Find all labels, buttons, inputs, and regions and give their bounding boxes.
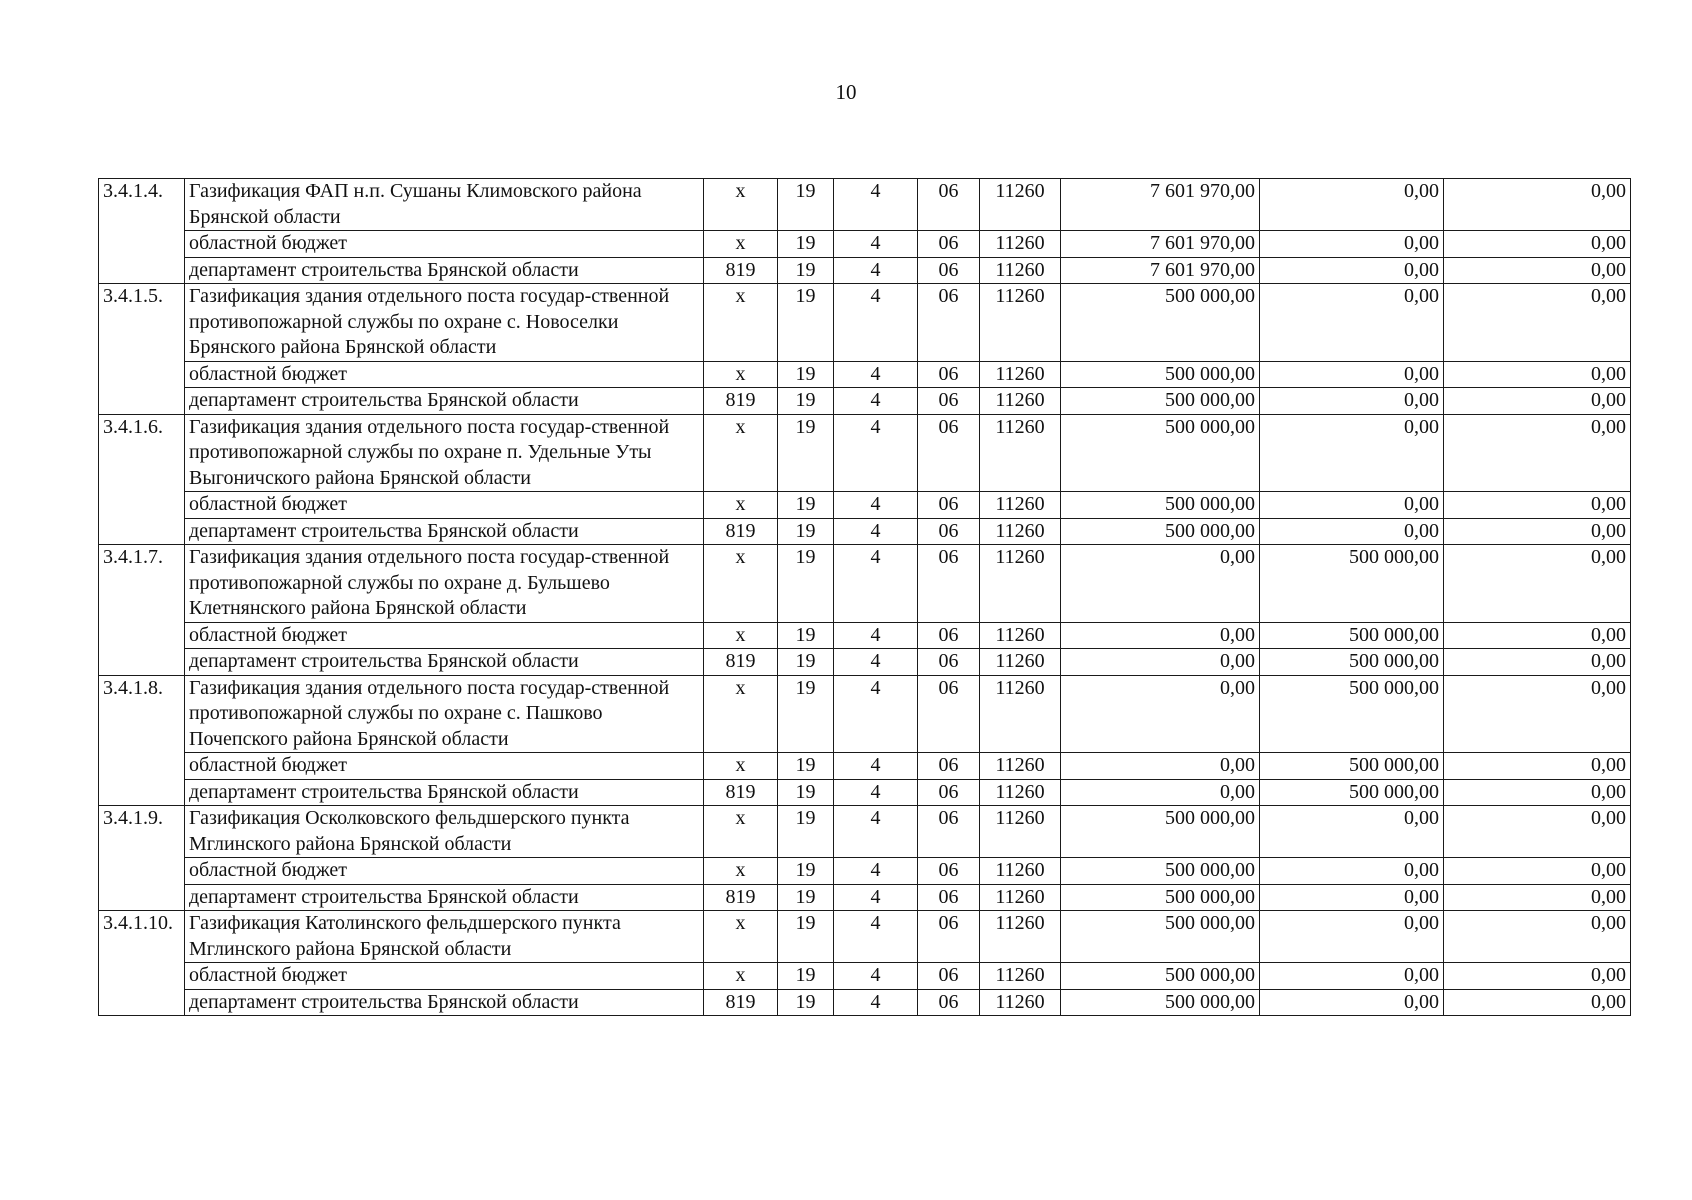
gp-code: 19 bbox=[778, 388, 834, 415]
amount-year-1: 500 000,00 bbox=[1061, 492, 1260, 519]
table-row bbox=[99, 675, 1631, 753]
amount-year-3: 0,00 bbox=[1444, 753, 1631, 780]
amount-year-1: 500 000,00 bbox=[1061, 284, 1260, 362]
amount-year-1: 500 000,00 bbox=[1061, 858, 1260, 885]
pgp-code: 4 bbox=[834, 545, 918, 623]
item-name: Газификация здания отдельного поста государ-ственной противопожарной службы по охране с. Новоселки Брянского района Брянской области bbox=[185, 284, 704, 362]
pgp-code: 4 bbox=[834, 779, 918, 806]
amount-year-3: 0,00 bbox=[1444, 545, 1631, 623]
direction-code: 11260 bbox=[980, 361, 1061, 388]
amount-year-2: 500 000,00 bbox=[1260, 649, 1444, 676]
om-code: 06 bbox=[918, 806, 980, 858]
gp-code: 19 bbox=[778, 884, 834, 911]
grbs-code: 819 bbox=[704, 388, 778, 415]
amount-year-2: 0,00 bbox=[1260, 361, 1444, 388]
table-body bbox=[99, 179, 1631, 1016]
direction-code: 11260 bbox=[980, 518, 1061, 545]
amount-year-2: 0,00 bbox=[1260, 257, 1444, 284]
table-row bbox=[99, 911, 1631, 963]
gp-code: 19 bbox=[778, 231, 834, 258]
table-row bbox=[99, 388, 1631, 415]
gp-code: 19 bbox=[778, 518, 834, 545]
pgp-code: 4 bbox=[834, 675, 918, 753]
amount-year-1: 7 601 970,00 bbox=[1061, 231, 1260, 258]
table-row bbox=[99, 989, 1631, 1016]
item-name: областной бюджет bbox=[185, 492, 704, 519]
direction-code: 11260 bbox=[980, 963, 1061, 990]
amount-year-1: 500 000,00 bbox=[1061, 963, 1260, 990]
amount-year-3: 0,00 bbox=[1444, 675, 1631, 753]
amount-year-3: 0,00 bbox=[1444, 179, 1631, 231]
grbs-code: х bbox=[704, 284, 778, 362]
item-name: Газификация здания отдельного поста государ-ственной противопожарной службы по охране с. Пашково Почепского района Брянской области bbox=[185, 675, 704, 753]
om-code: 06 bbox=[918, 675, 980, 753]
amount-year-1: 500 000,00 bbox=[1061, 388, 1260, 415]
amount-year-2: 0,00 bbox=[1260, 492, 1444, 519]
gp-code: 19 bbox=[778, 989, 834, 1016]
amount-year-3: 0,00 bbox=[1444, 963, 1631, 990]
pgp-code: 4 bbox=[834, 649, 918, 676]
om-code: 06 bbox=[918, 911, 980, 963]
amount-year-2: 0,00 bbox=[1260, 284, 1444, 362]
item-name: Газификация ФАП н.п. Сушаны Климовского района Брянской области bbox=[185, 179, 704, 231]
table-row bbox=[99, 257, 1631, 284]
item-name: Газификация здания отдельного поста государ-ственной противопожарной службы по охране п. Удельные Уты Выгоничского района Брянской области bbox=[185, 414, 704, 492]
gp-code: 19 bbox=[778, 492, 834, 519]
direction-code: 11260 bbox=[980, 545, 1061, 623]
om-code: 06 bbox=[918, 545, 980, 623]
amount-year-1: 0,00 bbox=[1061, 753, 1260, 780]
gp-code: 19 bbox=[778, 649, 834, 676]
gp-code: 19 bbox=[778, 545, 834, 623]
grbs-code: 819 bbox=[704, 779, 778, 806]
grbs-code: х bbox=[704, 492, 778, 519]
gp-code: 19 bbox=[778, 257, 834, 284]
amount-year-1: 500 000,00 bbox=[1061, 911, 1260, 963]
pgp-code: 4 bbox=[834, 257, 918, 284]
pgp-code: 4 bbox=[834, 492, 918, 519]
amount-year-3: 0,00 bbox=[1444, 622, 1631, 649]
pgp-code: 4 bbox=[834, 989, 918, 1016]
om-code: 06 bbox=[918, 779, 980, 806]
amount-year-3: 0,00 bbox=[1444, 361, 1631, 388]
table-row bbox=[99, 963, 1631, 990]
item-name: департамент строительства Брянской области bbox=[185, 518, 704, 545]
direction-code: 11260 bbox=[980, 492, 1061, 519]
amount-year-3: 0,00 bbox=[1444, 649, 1631, 676]
amount-year-2: 500 000,00 bbox=[1260, 675, 1444, 753]
direction-code: 11260 bbox=[980, 388, 1061, 415]
gp-code: 19 bbox=[778, 284, 834, 362]
amount-year-2: 500 000,00 bbox=[1260, 753, 1444, 780]
item-name: областной бюджет bbox=[185, 858, 704, 885]
pgp-code: 4 bbox=[834, 884, 918, 911]
item-number: 3.4.1.9. bbox=[99, 806, 185, 911]
budget-table bbox=[98, 178, 1631, 1016]
item-name: областной бюджет bbox=[185, 231, 704, 258]
gp-code: 19 bbox=[778, 179, 834, 231]
amount-year-3: 0,00 bbox=[1444, 911, 1631, 963]
amount-year-1: 500 000,00 bbox=[1061, 361, 1260, 388]
direction-code: 11260 bbox=[980, 858, 1061, 885]
amount-year-3: 0,00 bbox=[1444, 414, 1631, 492]
direction-code: 11260 bbox=[980, 989, 1061, 1016]
pgp-code: 4 bbox=[834, 231, 918, 258]
amount-year-2: 500 000,00 bbox=[1260, 779, 1444, 806]
amount-year-2: 0,00 bbox=[1260, 989, 1444, 1016]
table-row bbox=[99, 806, 1631, 858]
amount-year-2: 0,00 bbox=[1260, 806, 1444, 858]
grbs-code: х bbox=[704, 622, 778, 649]
pgp-code: 4 bbox=[834, 806, 918, 858]
table-row bbox=[99, 545, 1631, 623]
grbs-code: 819 bbox=[704, 257, 778, 284]
amount-year-2: 0,00 bbox=[1260, 963, 1444, 990]
grbs-code: 819 bbox=[704, 649, 778, 676]
direction-code: 11260 bbox=[980, 779, 1061, 806]
item-number: 3.4.1.5. bbox=[99, 284, 185, 415]
table-row bbox=[99, 231, 1631, 258]
item-name: Газификация Католинского фельдшерского пункта Мглинского района Брянской области bbox=[185, 911, 704, 963]
amount-year-1: 0,00 bbox=[1061, 545, 1260, 623]
amount-year-1: 500 000,00 bbox=[1061, 989, 1260, 1016]
amount-year-2: 0,00 bbox=[1260, 231, 1444, 258]
amount-year-1: 0,00 bbox=[1061, 675, 1260, 753]
om-code: 06 bbox=[918, 361, 980, 388]
amount-year-3: 0,00 bbox=[1444, 518, 1631, 545]
gp-code: 19 bbox=[778, 779, 834, 806]
amount-year-3: 0,00 bbox=[1444, 231, 1631, 258]
item-number: 3.4.1.7. bbox=[99, 545, 185, 676]
amount-year-1: 500 000,00 bbox=[1061, 414, 1260, 492]
grbs-code: х bbox=[704, 414, 778, 492]
amount-year-3: 0,00 bbox=[1444, 989, 1631, 1016]
gp-code: 19 bbox=[778, 753, 834, 780]
pgp-code: 4 bbox=[834, 414, 918, 492]
om-code: 06 bbox=[918, 388, 980, 415]
direction-code: 11260 bbox=[980, 753, 1061, 780]
direction-code: 11260 bbox=[980, 675, 1061, 753]
amount-year-2: 500 000,00 bbox=[1260, 622, 1444, 649]
amount-year-3: 0,00 bbox=[1444, 388, 1631, 415]
grbs-code: х bbox=[704, 675, 778, 753]
direction-code: 11260 bbox=[980, 414, 1061, 492]
amount-year-3: 0,00 bbox=[1444, 806, 1631, 858]
item-name: департамент строительства Брянской области bbox=[185, 649, 704, 676]
om-code: 06 bbox=[918, 753, 980, 780]
grbs-code: х bbox=[704, 858, 778, 885]
grbs-code: х bbox=[704, 545, 778, 623]
amount-year-1: 500 000,00 bbox=[1061, 884, 1260, 911]
pgp-code: 4 bbox=[834, 963, 918, 990]
om-code: 06 bbox=[918, 989, 980, 1016]
pgp-code: 4 bbox=[834, 518, 918, 545]
table-row bbox=[99, 753, 1631, 780]
om-code: 06 bbox=[918, 649, 980, 676]
pgp-code: 4 bbox=[834, 179, 918, 231]
direction-code: 11260 bbox=[980, 649, 1061, 676]
pgp-code: 4 bbox=[834, 753, 918, 780]
item-name: департамент строительства Брянской области bbox=[185, 779, 704, 806]
direction-code: 11260 bbox=[980, 622, 1061, 649]
amount-year-1: 0,00 bbox=[1061, 622, 1260, 649]
grbs-code: 819 bbox=[704, 884, 778, 911]
amount-year-2: 0,00 bbox=[1260, 911, 1444, 963]
table-row bbox=[99, 779, 1631, 806]
amount-year-3: 0,00 bbox=[1444, 858, 1631, 885]
table-row bbox=[99, 179, 1631, 231]
item-number: 3.4.1.10. bbox=[99, 911, 185, 1016]
table-row bbox=[99, 361, 1631, 388]
pgp-code: 4 bbox=[834, 388, 918, 415]
amount-year-1: 0,00 bbox=[1061, 649, 1260, 676]
item-name: областной бюджет bbox=[185, 753, 704, 780]
amount-year-3: 0,00 bbox=[1444, 257, 1631, 284]
amount-year-2: 0,00 bbox=[1260, 414, 1444, 492]
table-row bbox=[99, 414, 1631, 492]
item-name: областной бюджет bbox=[185, 622, 704, 649]
om-code: 06 bbox=[918, 492, 980, 519]
om-code: 06 bbox=[918, 231, 980, 258]
gp-code: 19 bbox=[778, 675, 834, 753]
amount-year-3: 0,00 bbox=[1444, 884, 1631, 911]
table-row bbox=[99, 518, 1631, 545]
gp-code: 19 bbox=[778, 414, 834, 492]
amount-year-1: 500 000,00 bbox=[1061, 518, 1260, 545]
om-code: 06 bbox=[918, 963, 980, 990]
gp-code: 19 bbox=[778, 622, 834, 649]
gp-code: 19 bbox=[778, 963, 834, 990]
amount-year-2: 0,00 bbox=[1260, 858, 1444, 885]
amount-year-1: 7 601 970,00 bbox=[1061, 179, 1260, 231]
table-row bbox=[99, 284, 1631, 362]
item-name: областной бюджет bbox=[185, 361, 704, 388]
om-code: 06 bbox=[918, 257, 980, 284]
om-code: 06 bbox=[918, 622, 980, 649]
table-row bbox=[99, 884, 1631, 911]
table-row bbox=[99, 858, 1631, 885]
gp-code: 19 bbox=[778, 858, 834, 885]
amount-year-3: 0,00 bbox=[1444, 284, 1631, 362]
item-number: 3.4.1.6. bbox=[99, 414, 185, 545]
item-name: департамент строительства Брянской области bbox=[185, 388, 704, 415]
item-name: областной бюджет bbox=[185, 963, 704, 990]
pgp-code: 4 bbox=[834, 911, 918, 963]
grbs-code: х bbox=[704, 231, 778, 258]
gp-code: 19 bbox=[778, 911, 834, 963]
amount-year-1: 0,00 bbox=[1061, 779, 1260, 806]
table-row bbox=[99, 649, 1631, 676]
item-name: департамент строительства Брянской области bbox=[185, 884, 704, 911]
item-number: 3.4.1.4. bbox=[99, 179, 185, 284]
grbs-code: х bbox=[704, 361, 778, 388]
pgp-code: 4 bbox=[834, 622, 918, 649]
pgp-code: 4 bbox=[834, 361, 918, 388]
om-code: 06 bbox=[918, 884, 980, 911]
item-name: Газификация здания отдельного поста государ-ственной противопожарной службы по охране д. Бульшево Клетнянского района Брянской области bbox=[185, 545, 704, 623]
grbs-code: х bbox=[704, 753, 778, 780]
om-code: 06 bbox=[918, 179, 980, 231]
amount-year-2: 0,00 bbox=[1260, 388, 1444, 415]
table-row bbox=[99, 622, 1631, 649]
om-code: 06 bbox=[918, 284, 980, 362]
direction-code: 11260 bbox=[980, 179, 1061, 231]
item-name: департамент строительства Брянской области bbox=[185, 257, 704, 284]
amount-year-3: 0,00 bbox=[1444, 492, 1631, 519]
gp-code: 19 bbox=[778, 361, 834, 388]
amount-year-1: 7 601 970,00 bbox=[1061, 257, 1260, 284]
direction-code: 11260 bbox=[980, 911, 1061, 963]
direction-code: 11260 bbox=[980, 284, 1061, 362]
amount-year-1: 500 000,00 bbox=[1061, 806, 1260, 858]
item-name: департамент строительства Брянской области bbox=[185, 989, 704, 1016]
gp-code: 19 bbox=[778, 806, 834, 858]
direction-code: 11260 bbox=[980, 884, 1061, 911]
pgp-code: 4 bbox=[834, 858, 918, 885]
om-code: 06 bbox=[918, 518, 980, 545]
amount-year-2: 0,00 bbox=[1260, 179, 1444, 231]
grbs-code: х bbox=[704, 806, 778, 858]
direction-code: 11260 bbox=[980, 806, 1061, 858]
pgp-code: 4 bbox=[834, 284, 918, 362]
item-number: 3.4.1.8. bbox=[99, 675, 185, 806]
grbs-code: 819 bbox=[704, 989, 778, 1016]
page-number: 10 bbox=[835, 80, 857, 104]
om-code: 06 bbox=[918, 414, 980, 492]
direction-code: 11260 bbox=[980, 257, 1061, 284]
om-code: 06 bbox=[918, 858, 980, 885]
amount-year-2: 500 000,00 bbox=[1260, 545, 1444, 623]
amount-year-3: 0,00 bbox=[1444, 779, 1631, 806]
amount-year-2: 0,00 bbox=[1260, 884, 1444, 911]
grbs-code: х bbox=[704, 179, 778, 231]
table-row bbox=[99, 492, 1631, 519]
grbs-code: х bbox=[704, 963, 778, 990]
grbs-code: х bbox=[704, 911, 778, 963]
item-name: Газификация Осколковского фельдшерского пункта Мглинского района Брянской области bbox=[185, 806, 704, 858]
amount-year-2: 0,00 bbox=[1260, 518, 1444, 545]
grbs-code: 819 bbox=[704, 518, 778, 545]
direction-code: 11260 bbox=[980, 231, 1061, 258]
